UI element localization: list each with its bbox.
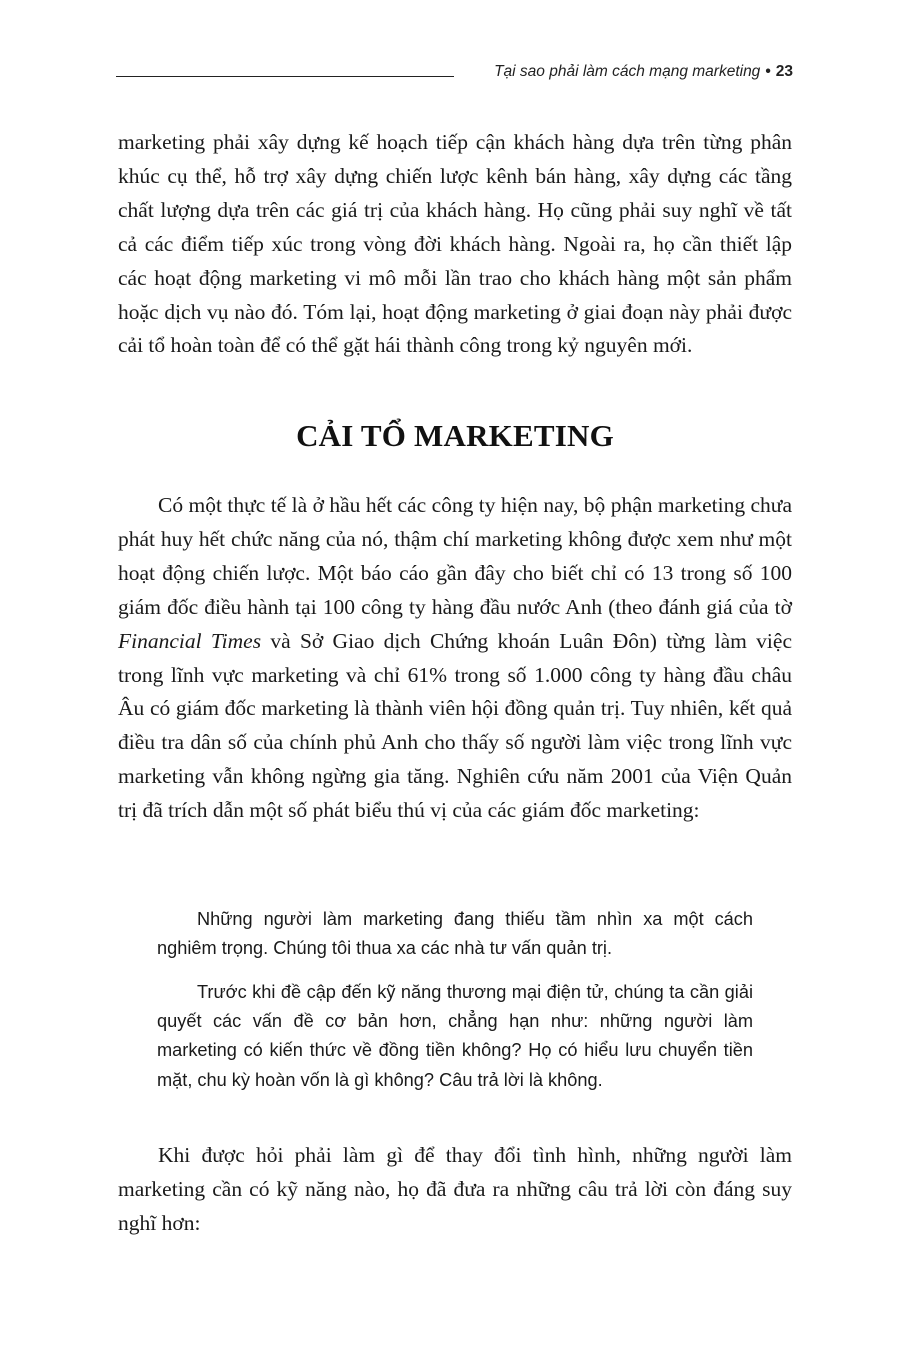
- paragraph-2-text-a: Có một thực tế là ở hầu hết các công ty hiện nay, bộ phận marketing chưa phát huy hết chức năng của nó, thậm chí marketing không được xem như một hoạt động chiến lược. Một báo cáo gần đây cho biết chỉ có 13 trong số 100 giám đốc điều hành tại 100 công ty hàng đầu nước Anh (theo đánh giá của tờ: [118, 493, 792, 619]
- paragraph-2-text-b: và Sở Giao dịch Chứng khoán Luân Đôn) từng làm việc trong lĩnh vực marketing và chỉ 61% trong số 1.000 công ty hàng đầu châu Âu có giám đốc marketing là thành viên hội đồng quản trị. Tuy nhiên, kết quả điều tra dân số của chính phủ Anh cho thấy số người làm việc trong lĩnh vực marketing vẫn không ngừng gia tăng. Nghiên cứu năm 2001 của Viện Quản trị đã trích dẫn một số phát biểu thú vị của các giám đốc marketing:: [118, 628, 792, 823]
- running-header: [494, 63, 793, 81]
- running-title: Tại sao phải làm cách mạng marketing: [494, 63, 761, 80]
- header-separator: •: [765, 63, 771, 80]
- paragraph-3: Khi được hỏi phải làm gì để thay đổi tình hình, những người làm marketing cần có kỹ năng nào, họ đã đưa ra những câu trả lời còn đáng suy nghĩ hơn:: [118, 1143, 792, 1235]
- paragraph-1: marketing phải xây dựng kế hoạch tiếp cận khách hàng dựa trên từng phân khúc cụ thể, hỗ trợ xây dựng chiến lược kênh bán hàng, xây dựng các tầng chất lượng dựa trên các giá trị của khách hàng. Họ cũng phải suy nghĩ về tất cả các điểm tiếp xúc trong vòng đời khách hàng. Ngoài ra, họ cần thiết lập các hoạt động marketing vi mô mỗi lần trao cho khách hàng một sản phẩm hoặc dịch vụ nào đó. Tóm lại, hoạt động marketing ở giai đoạn này phải được cải tổ hoàn toàn để có thể gặt hái thành công trong kỷ nguyên mới.: [118, 130, 792, 358]
- block-quote-2: Trước khi đề cập đến kỹ năng thương mại điện tử, chúng ta cần giải quyết các vấn đề cơ bản hơn, chẳng hạn như: những người làm marketing có kiến thức về đồng tiền không? Họ có hiểu lưu chuyển tiền mặt, chu kỳ hoàn vốn là gì không? Câu trả lời là không.: [157, 982, 753, 1090]
- publication-name: Financial Times: [118, 628, 262, 653]
- block-quote-1: Những người làm marketing đang thiếu tầm nhìn xa một cách nghiêm trọng. Chúng tôi thua xa các nhà tư vấn quản trị.: [157, 909, 753, 959]
- header-rule: [116, 76, 454, 77]
- section-heading: CẢI TỔ MARKETING: [296, 418, 614, 453]
- paragraph-2: [118, 489, 792, 828]
- page-number: 23: [775, 63, 793, 80]
